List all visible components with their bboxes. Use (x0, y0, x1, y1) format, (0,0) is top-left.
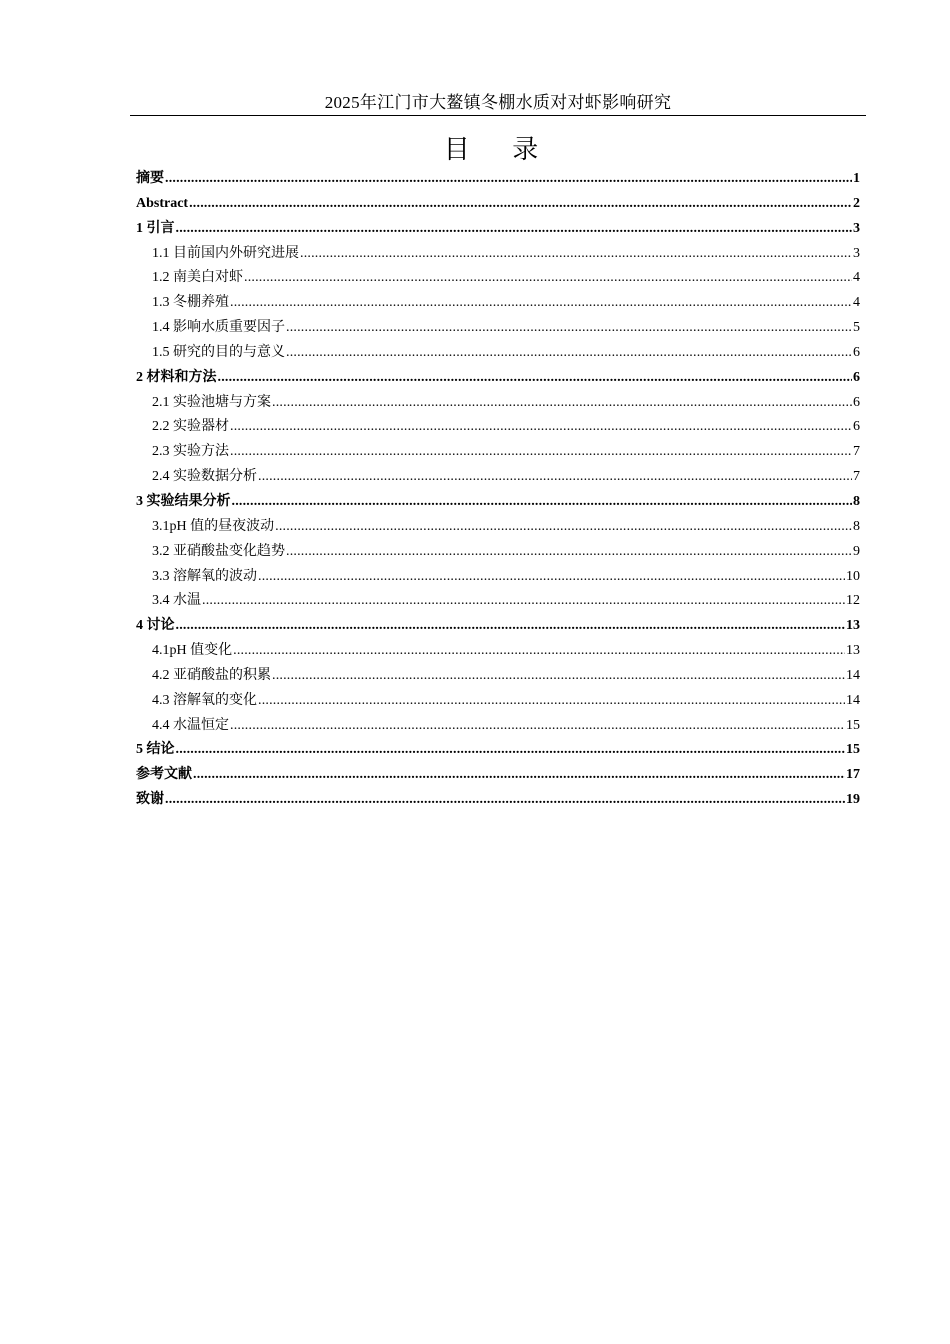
toc-entry[interactable] (136, 440, 860, 465)
toc-entry-label: 4.2 亚硝酸盐的积累 (152, 667, 271, 683)
toc-page-number: 17 (846, 767, 860, 783)
toc-entry-label: 4.1pH 值变化 (152, 643, 233, 659)
toc-page-number: 4 (853, 270, 860, 286)
toc-entry[interactable] (136, 366, 860, 391)
toc-page-number: 3 (853, 245, 860, 261)
toc-dot-leader (258, 565, 845, 590)
toc-dot-leader (193, 763, 845, 788)
toc-entry[interactable] (136, 217, 860, 242)
toc-entry-label: Abstract (136, 195, 189, 211)
toc-dot-leader (165, 788, 845, 813)
toc-entry-label: 1.3 冬棚养殖 (152, 295, 229, 311)
toc-dot-leader (176, 738, 846, 763)
toc-page-number: 3 (853, 220, 860, 236)
toc-page-number: 15 (846, 717, 860, 733)
toc-dot-leader (300, 242, 852, 267)
toc-entry[interactable] (136, 291, 860, 316)
toc-dot-leader (165, 167, 852, 192)
toc-entry-label: 摘要 (136, 171, 164, 186)
toc-dot-leader (233, 639, 845, 664)
toc-entry[interactable] (136, 738, 860, 763)
toc-entry[interactable] (136, 192, 860, 217)
toc-entry[interactable] (136, 639, 860, 664)
header-rule (130, 115, 866, 116)
toc-page-number: 6 (853, 419, 860, 435)
toc-page-number: 7 (853, 469, 860, 485)
toc-entry-label: 4 讨论 (136, 618, 175, 634)
toc-entry-label: 致谢 (136, 792, 164, 808)
toc-dot-leader (189, 192, 852, 217)
toc-page-number: 4 (853, 295, 860, 311)
toc-entry-label: 3 实验结果分析 (136, 493, 231, 509)
toc-entry[interactable] (136, 589, 860, 614)
toc-entry-label: 1.5 研究的目的与意义 (152, 344, 285, 360)
toc-entry[interactable] (136, 763, 860, 788)
toc-page-number: 2 (853, 195, 860, 211)
toc-entry[interactable] (136, 614, 860, 639)
running-header: 2025年江门市大鳌镇冬棚水质对对虾影响研究 (324, 93, 672, 112)
toc-entry[interactable] (136, 242, 860, 267)
toc-page-number: 10 (846, 568, 860, 584)
toc-dot-leader (286, 316, 852, 341)
toc-page-number: 6 (853, 344, 860, 360)
toc-entry[interactable] (136, 490, 860, 515)
toc-entry[interactable] (136, 316, 860, 341)
toc-entry[interactable] (136, 391, 860, 416)
toc-dot-leader (244, 266, 852, 291)
toc-entry-label: 参考文献 (136, 767, 192, 783)
toc-dot-leader (176, 614, 846, 639)
toc-entry[interactable] (136, 540, 860, 565)
toc-dot-leader (272, 664, 845, 689)
toc-dot-leader (230, 714, 845, 739)
toc-dot-leader (258, 465, 852, 490)
toc-entry[interactable] (136, 415, 860, 440)
toc-dot-leader (202, 589, 845, 614)
toc-entry[interactable] (136, 565, 860, 590)
toc-dot-leader (218, 366, 853, 391)
toc-page-number: 14 (846, 692, 860, 708)
toc-entry[interactable] (136, 714, 860, 739)
toc-entry-label: 3.3 溶解氧的波动 (152, 568, 257, 584)
toc-page-number: 13 (846, 618, 860, 634)
toc-page-number: 13 (846, 643, 860, 659)
toc-entry-label: 2 材料和方法 (136, 369, 217, 385)
toc-page-number: 15 (846, 742, 860, 758)
toc-dot-leader (230, 291, 852, 316)
toc-entry-label: 1.1 目前国内外研究进展 (152, 245, 299, 261)
toc-dot-leader (286, 540, 852, 565)
toc-entry[interactable] (136, 167, 860, 192)
toc-entry-label: 3.4 水温 (152, 593, 201, 609)
toc-dot-leader (258, 689, 845, 714)
toc-page-number: 9 (853, 543, 860, 559)
toc-entry[interactable] (136, 266, 860, 291)
toc-page-number: 12 (846, 593, 860, 609)
toc-page-number: 5 (853, 320, 860, 336)
toc-title: 目 录 (443, 135, 557, 164)
toc-page-number: 8 (853, 518, 860, 534)
toc-entry[interactable] (136, 341, 860, 366)
toc-dot-leader (230, 415, 852, 440)
toc-entry[interactable] (136, 465, 860, 490)
toc-entry[interactable] (136, 689, 860, 714)
toc-dot-leader (272, 391, 852, 416)
toc-entry[interactable] (136, 515, 860, 540)
toc-entry-label: 2.1 实验池塘与方案 (152, 394, 271, 410)
toc-dot-leader (230, 440, 852, 465)
toc-entry[interactable] (136, 788, 860, 813)
toc-entry-label: 2.2 实验器材 (152, 419, 229, 435)
toc-entry-label: 1.2 南美白对虾 (152, 270, 243, 286)
toc-dot-leader (176, 217, 853, 242)
toc-page-number: 1 (853, 171, 860, 186)
toc-entry[interactable] (136, 664, 860, 689)
toc-entry-label: 1 引言 (136, 220, 175, 236)
toc-page-number: 7 (853, 444, 860, 460)
toc-dot-leader (232, 490, 853, 515)
toc-entry-label: 3.1pH 值的昼夜波动 (152, 518, 275, 534)
table-of-contents (136, 167, 860, 813)
toc-page-number: 14 (846, 667, 860, 683)
toc-entry-label: 5 结论 (136, 742, 175, 758)
toc-entry-label: 4.4 水温恒定 (152, 717, 229, 733)
toc-entry-label: 3.2 亚硝酸盐变化趋势 (152, 543, 285, 559)
toc-entry-label: 4.3 溶解氧的变化 (152, 692, 257, 708)
toc-dot-leader (275, 515, 852, 540)
toc-page-number: 8 (853, 493, 860, 509)
toc-entry-label: 2.3 实验方法 (152, 444, 229, 460)
toc-page-number: 6 (853, 369, 860, 385)
toc-page-number: 6 (853, 394, 860, 410)
toc-entry-label: 2.4 实验数据分析 (152, 469, 257, 485)
toc-dot-leader (286, 341, 852, 366)
toc-entry-label: 1.4 影响水质重要因子 (152, 320, 285, 336)
toc-page-number: 19 (846, 792, 860, 808)
